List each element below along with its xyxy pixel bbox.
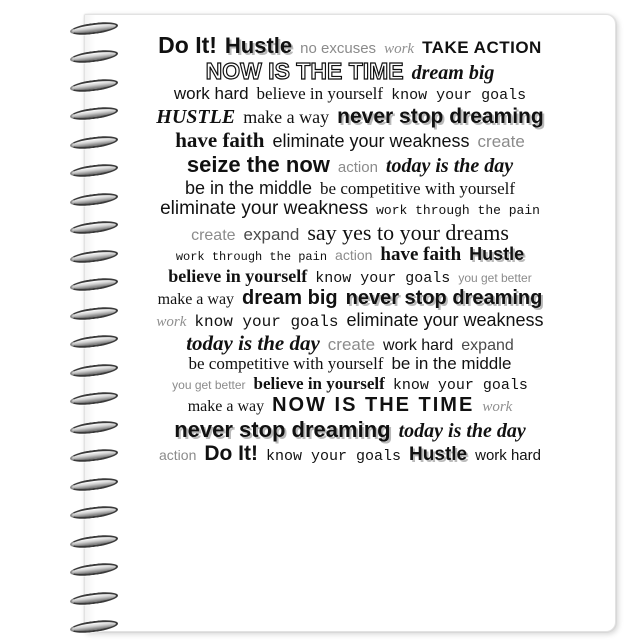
word-be-competitive-with-yourself: be competitive with yourself	[188, 354, 384, 374]
word-action: action	[337, 158, 378, 176]
word-know-your-goals: know your goals	[266, 448, 402, 466]
word-work: work	[482, 399, 513, 416]
word-line	[105, 395, 595, 417]
word-work-through-the-pain: work through the pain	[376, 202, 540, 218]
word-take-action: TAKE ACTION	[422, 38, 542, 57]
word-hustle: Hustle	[409, 444, 468, 466]
word-line	[105, 179, 595, 198]
word-hustle: HUSTLE	[156, 105, 236, 128]
word-be-competitive-with-yourself: be competitive with yourself	[320, 178, 516, 198]
notebook-cover	[84, 14, 616, 632]
word-line	[105, 59, 595, 85]
page-edge	[85, 15, 95, 631]
word-work: work	[384, 41, 415, 57]
word-line	[105, 355, 595, 373]
word-line	[105, 267, 595, 287]
word-seize-the-now: seize the now	[186, 151, 330, 177]
word-expand: expand	[461, 336, 514, 354]
word-never-stop-dreaming: never stop dreaming	[174, 416, 391, 442]
word-believe-in-yourself: believe in yourself	[256, 84, 384, 104]
word-make-a-way: make a way	[187, 398, 265, 416]
word-line	[105, 332, 595, 355]
word-be-in-the-middle: be in the middle	[184, 177, 313, 198]
word-action: action	[335, 247, 373, 264]
word-hustle: Hustle	[224, 33, 293, 58]
word-no-excuses: no excuses	[300, 40, 377, 57]
word-work-hard: work hard	[173, 84, 249, 104]
word-believe-in-yourself: believe in yourself	[168, 265, 308, 286]
word-be-in-the-middle: be in the middle	[391, 354, 512, 374]
word-know-your-goals: know your goals	[315, 269, 451, 287]
word-believe-in-yourself: believe in yourself	[253, 373, 385, 393]
word-line	[105, 418, 595, 443]
word-have-faith: have faith	[175, 128, 265, 153]
word-line	[105, 375, 595, 394]
word-create: create	[477, 132, 525, 152]
word-line	[105, 311, 595, 331]
word-line	[105, 85, 595, 104]
word-today-is-the-day: today is the day	[385, 154, 514, 177]
word-action: action	[159, 447, 197, 464]
word-line	[105, 153, 595, 178]
word-hustle: Hustle	[469, 244, 525, 265]
word-make-a-way: make a way	[157, 290, 235, 308]
word-eliminate-your-weakness: eliminate your weakness	[346, 309, 544, 330]
word-line	[105, 221, 595, 245]
word-you-get-better: you get better	[172, 377, 246, 392]
word-know-your-goals: know your goals	[392, 376, 528, 394]
word-never-stop-dreaming: never stop dreaming	[345, 286, 543, 309]
word-line	[105, 106, 595, 129]
word-create: create	[191, 226, 236, 244]
word-you-get-better: you get better	[458, 270, 532, 285]
word-do-it: Do It!	[158, 32, 217, 58]
word-work-hard: work hard	[475, 447, 541, 465]
word-never-stop-dreaming: never stop dreaming	[337, 104, 544, 128]
word-line	[105, 199, 595, 220]
word-work-hard: work hard	[383, 336, 454, 354]
word-work: work	[156, 313, 187, 330]
word-create: create	[327, 334, 376, 354]
word-know-your-goals: know your goals	[194, 312, 339, 331]
word-today-is-the-day: today is the day	[186, 330, 320, 355]
word-today-is-the-day: today is the day	[398, 419, 526, 442]
word-line	[105, 288, 595, 310]
word-dream-big: dream big	[242, 286, 338, 309]
word-know-your-goals: know your goals	[391, 87, 527, 105]
word-line	[105, 33, 595, 58]
word-now-is-the-time: NOW IS THE TIME	[272, 394, 475, 417]
word-now-is-the-time: NOW IS THE TIME	[205, 57, 404, 84]
word-eliminate-your-weakness: eliminate your weakness	[272, 131, 470, 152]
word-line	[105, 129, 595, 152]
motivational-word-cloud	[99, 33, 601, 619]
word-expand: expand	[243, 224, 300, 244]
word-have-faith: have faith	[380, 244, 462, 266]
word-line	[105, 443, 595, 466]
word-do-it: Do It!	[204, 442, 259, 466]
word-eliminate-your-weakness: eliminate your weakness	[160, 197, 369, 219]
word-work-through-the-pain: work through the pain	[175, 250, 328, 265]
word-make-a-way: make a way	[243, 106, 330, 127]
word-say-yes-to-your-dreams: say yes to your dreams	[307, 219, 509, 245]
word-dream-big: dream big	[411, 61, 495, 84]
word-line	[105, 245, 595, 266]
